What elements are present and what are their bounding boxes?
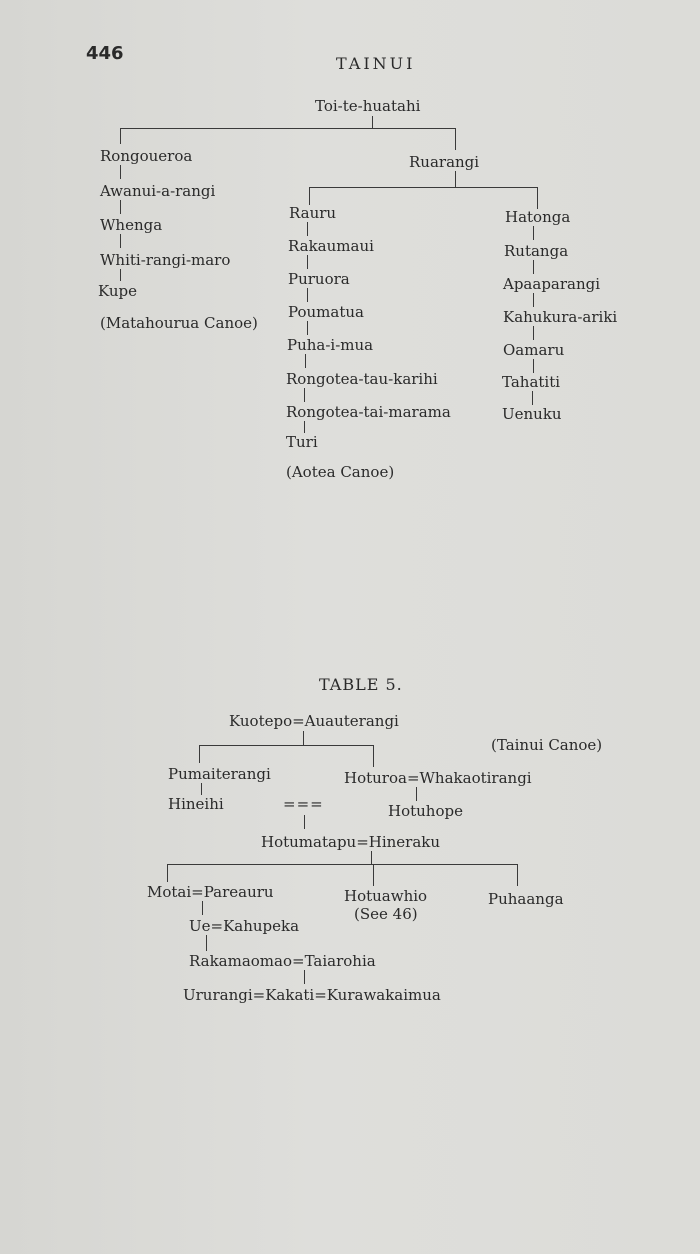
connector (120, 165, 121, 179)
connector (305, 354, 306, 368)
connector (373, 745, 374, 767)
canoe-note-matahourua: (Matahourua Canoe) (100, 314, 258, 332)
root-ancestor: Toi-te-huatahi (315, 97, 421, 115)
person-whiti-rangi-maro: Whiti-rangi-maro (100, 251, 231, 269)
connector (533, 226, 534, 240)
connector (532, 391, 533, 405)
connector (206, 935, 207, 951)
connector (371, 851, 372, 865)
connector (537, 187, 538, 209)
connector (202, 901, 203, 915)
person-ruarangi: Ruarangi (409, 153, 480, 171)
see-reference-46: (See 46) (354, 905, 418, 923)
person-uenuku: Uenuku (502, 405, 562, 423)
person-turi: Turi (286, 433, 318, 451)
ururangi-marriage-line: Ururangi=Kakati=Kurawakaimua (183, 986, 441, 1004)
marriage-sign: === (283, 795, 324, 813)
person-hatonga: Hatonga (505, 208, 571, 226)
connector (533, 293, 534, 307)
person-awanui-a-rangi: Awanui-a-rangi (100, 182, 216, 200)
connector (307, 288, 308, 302)
connector (120, 234, 121, 248)
connector (120, 200, 121, 214)
person-puha-i-mua: Puha-i-mua (287, 336, 374, 354)
connector (455, 128, 456, 150)
connector (533, 326, 534, 340)
person-whenga: Whenga (100, 216, 163, 234)
table-5-title: TABLE 5. (319, 675, 403, 694)
person-kupe: Kupe (98, 282, 138, 300)
couple-hotumatapu-hineraku: Hotumatapu=Hineraku (261, 833, 441, 851)
running-title: TAINUI (336, 54, 416, 73)
connector (533, 260, 534, 274)
kuotepo-children-line (199, 745, 374, 746)
person-pumaiterangi: Pumaiterangi (168, 765, 271, 783)
connector (199, 745, 200, 763)
connector (304, 970, 305, 984)
person-poumatua: Poumatua (288, 303, 364, 321)
person-rongoueroa: Rongoueroa (100, 147, 193, 165)
connector (416, 787, 417, 801)
person-tahatiti: Tahatiti (502, 373, 561, 391)
canoe-note-aotea: (Aotea Canoe) (286, 463, 395, 481)
connector (373, 864, 374, 886)
connector (304, 421, 305, 433)
connector (303, 731, 304, 745)
person-kahukura-ariki: Kahukura-ariki (503, 308, 618, 326)
person-puruora: Puruora (288, 270, 350, 288)
person-puhaanga: Puhaanga (488, 890, 564, 908)
canoe-note-tainui: (Tainui Canoe) (491, 736, 603, 754)
page-number: 446 (86, 43, 124, 64)
connector (307, 255, 308, 269)
person-hineihi: Hineihi (168, 795, 224, 813)
connector (455, 171, 456, 187)
connector (120, 128, 121, 144)
connector (304, 388, 305, 402)
couple-hoturoa-whakaotirangi: Hoturoa=Whakaotirangi (344, 769, 532, 787)
person-hotuawhio: Hotuawhio (344, 887, 428, 905)
person-rakaumaui: Rakaumaui (288, 237, 374, 255)
person-oamaru: Oamaru (503, 341, 565, 359)
person-rauru: Rauru (289, 204, 337, 222)
connector (307, 222, 308, 236)
connector (533, 359, 534, 373)
person-rongotea-tai-marama: Rongotea-tai-marama (286, 403, 451, 421)
connector (120, 269, 121, 281)
connector (167, 864, 168, 882)
connector (304, 815, 305, 829)
connector (309, 187, 310, 205)
ruarangi-children-line (309, 187, 538, 188)
couple-motai-pareauru: Motai=Pareauru (147, 883, 274, 901)
couple-kuotepo-auauterangi: Kuotepo=Auauterangi (229, 712, 399, 730)
person-hotuhope: Hotuhope (388, 802, 463, 820)
couple-rakamaomao-taiarohia: Rakamaomao=Taiarohia (189, 952, 376, 970)
connector (307, 321, 308, 335)
couple-ue-kahupeka: Ue=Kahupeka (189, 917, 300, 935)
person-rutanga: Rutanga (504, 242, 569, 260)
hotumatapu-children-line (167, 864, 518, 865)
connector (517, 864, 518, 886)
connector (201, 783, 202, 795)
connector (372, 116, 373, 128)
person-rongotea-tau-karihi: Rongotea-tau-karihi (286, 370, 438, 388)
person-apaaparangi: Apaaparangi (503, 275, 601, 293)
root-sibling-line (120, 128, 456, 129)
